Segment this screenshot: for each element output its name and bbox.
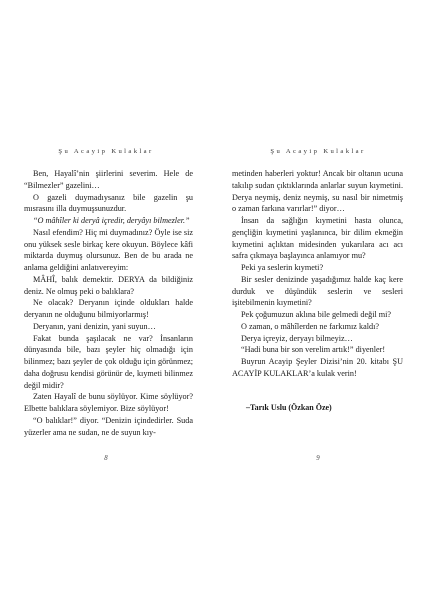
- body-text: [24, 168, 193, 438]
- paragraph: Zaten Hayalî de bunu söylüyor. Kime söylüyor? Elbette balıklara söylemiyor. Bize söylüyor!: [24, 392, 193, 413]
- paragraph: İnsan da sağlığın kıymetini hasta olunca, gençliğin kıymetini yaşlanınca, bir dilim ekmeğin kıymetini açlıktan midesinden yukarılara acı acı safra çıkmaya başlayınca anlamıyor mu?: [232, 216, 403, 261]
- paragraph: Nasıl efendim? Hiç mi duymadınız? Öyle ise siz onu yüksek sesle birkaç kere okuyun. Böylece kâfi miktarda duymuş olursunuz. Ben de bu arada ne anlama geldiğini anlatıvereyim:: [24, 227, 193, 272]
- paragraph: O zaman, o mâhîlerden ne farkımız kaldı?: [241, 321, 379, 331]
- body-text: [232, 168, 403, 413]
- paragraph: Fakat bunda şaşılacak ne var? İnsanların dünyasında bile, bazı şeyler hiç olmadığı için bilinmez; bazı şeyler de çok olduğu için görünmez; daha doğrusu kendisi görünür de, kıymeti bilinmez değil midir?: [24, 333, 193, 390]
- page-number: 9: [316, 455, 320, 462]
- paragraph: Peki ya seslerin kıymeti?: [241, 263, 324, 272]
- paragraph: Ben, Hayalî’nin şiirlerini severim. Hele de “Bilmezler” gazelini…: [24, 169, 193, 190]
- paragraph: O gazeli duymadıysanız bile gazelin şu mısrasını illa duymuşsunuzdur.: [24, 192, 193, 214]
- paragraph: Buyrun Acayip Şeyler Dizisi’nin 20. kitabı ŞU ACAYİP KULAKLAR’a kulak verin!: [232, 357, 403, 378]
- running-head: Şu Acayip Kulaklar: [58, 148, 154, 155]
- author-signature: –Tarık Uslu (Özkan Öze): [246, 402, 332, 412]
- page-number: 8: [104, 455, 108, 462]
- paragraph: Deryanın, yani denizin, yani suyun…: [33, 321, 156, 331]
- paragraph: “O balıklar!” diyor. “Denizin içindedirler. Suda yüzerler ama ne sudan, ne de suyun kıy-: [24, 415, 193, 437]
- paragraph: Pek çoğumuzun aklına bile gelmedi değil mi?: [241, 310, 392, 319]
- paragraph: Derya içreyiz, deryayı bilmeyiz…: [241, 333, 353, 343]
- paragraph: MÂHÎ, balık demektir. DERYA da bildiğiniz deniz. Ne olmuş peki o balıklara?: [24, 274, 193, 296]
- right-page: [212, 0, 424, 600]
- running-head: Şu Acayip Kulaklar: [270, 148, 366, 155]
- paragraph: Ne olacak? Deryanın içinde oldukları halde deryanın ne olduğunu bilmiyorlarmış!: [24, 298, 193, 319]
- paragraph: metinden haberleri yoktur! Ancak bir oltanın ucuna takılıp sudan çıktıklarında anlarlar suyun kıymetini. Derya neymiş, deniz neymiş, su nasıl bir nimetmiş o zaman farkına varırlar!” diyor…: [232, 169, 403, 214]
- paragraph: “Hadi buna bir son verelim artık!” diyenler!: [241, 345, 386, 355]
- quoted-verse: “O mâhîler ki deryâ içredir, deryâyı bilmezler.”: [33, 216, 190, 225]
- paragraph: Bir sesler denizinde yaşadığımız halde kaç kere durduk ve düşündük seslerin ve sesleri işitebilmenin kıymetini?: [232, 274, 403, 308]
